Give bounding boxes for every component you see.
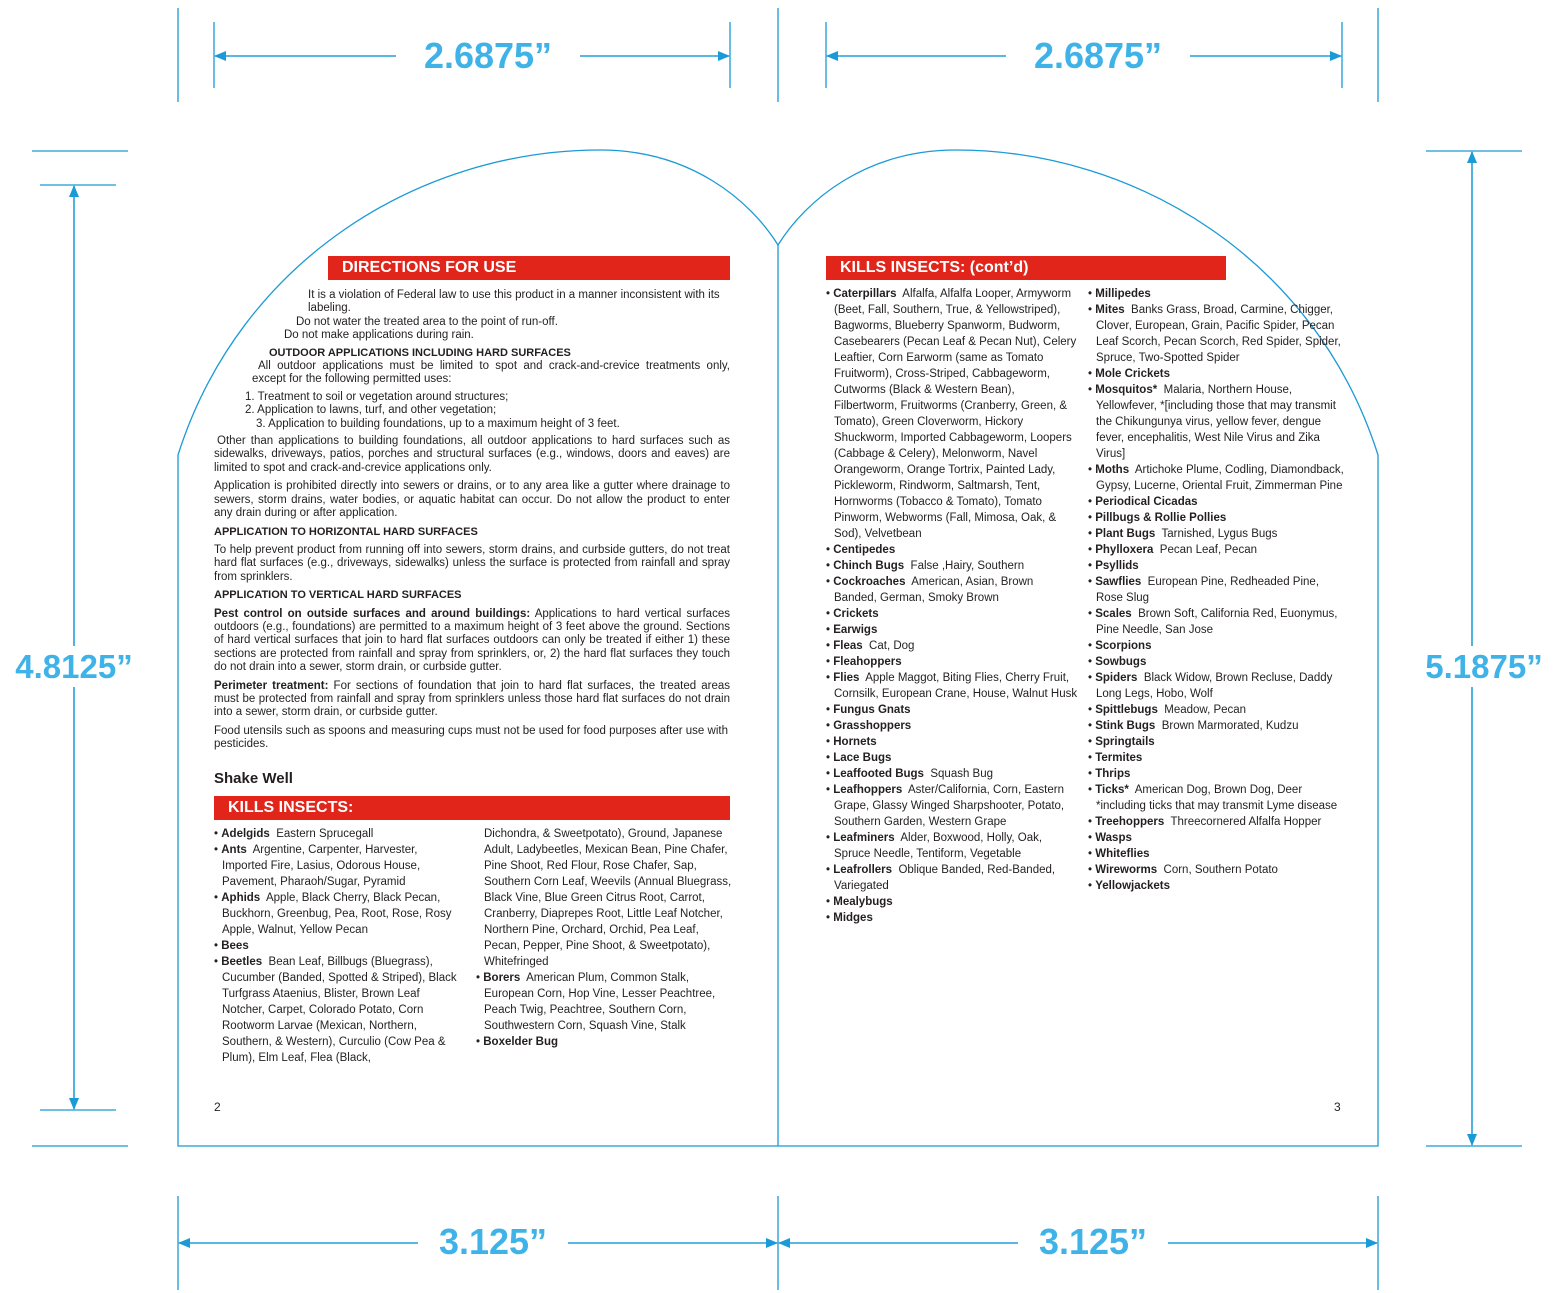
permitted-use-2: 2. Application to lawns, turf, and other vegetation; — [245, 404, 497, 417]
insect-item: • Scales Brown Soft, California Red, Euonymus, Pine Needle, San Jose — [1088, 608, 1338, 636]
insect-item: • Spittlebugs Meadow, Pecan — [1088, 704, 1247, 716]
insect-item: • Leafhoppers Aster/California, Corn, Eastern Grape, Glassy Winged Sharpshooter, Potato, Southern Garden, Western Grape — [826, 784, 1065, 828]
kills-insects-left-col1 — [214, 826, 460, 1066]
perimeter-label: Perimeter treatment: — [214, 679, 329, 692]
outdoor-heading: OUTDOOR APPLICATIONS INCLUDING HARD SURFACES — [269, 346, 571, 359]
permitted-use-3: 3. Application to building foundations, up to a maximum height of 3 feet. — [256, 417, 620, 430]
runoff-statement: Do not water the treated area to the point of run-off. — [296, 315, 558, 328]
insect-item: • Beetles Bean Leaf, Billbugs (Bluegrass), Cucumber (Banded, Spotted & Striped), Black Turfgrass Ataenius, Blister, Brown Leaf Notcher, Carpet, Colorado Potato, Corn Rootworm Larvae (Mexican, Northern, Southern, & Western), Curculio (Cow Pea & Plum), Elm Leaf, Flea (Black, — [214, 956, 457, 1064]
pest-control-label: Pest control on outside surfaces and around buildings: — [214, 607, 531, 620]
insect-item: • Plant Bugs Tarnished, Lygus Bugs — [1088, 528, 1278, 540]
kills-insects-right-col2 — [1088, 286, 1344, 894]
insect-item: • Flies Apple Maggot, Biting Flies, Cherry Fruit, Cornsilk, European Crane, House, Walnut Husk — [826, 672, 1078, 700]
outdoor-text: All outdoor applications must be limited to spot and crack-and-crevice treatments only, except for the following permitted uses: — [252, 360, 730, 386]
insect-item: • Wireworms Corn, Southern Potato — [1088, 864, 1278, 876]
insect-item: • Sawflies European Pine, Redheaded Pine, Rose Slug — [1088, 576, 1320, 604]
pest-control-text: Applications to hard vertical surfaces outdoors (e.g., foundations) are permitted to a maximum height of 3 feet above the ground. Sections of hard vertical surfaces that join to hard flat surfaces outdoors can only be treated if either 1) these sections are protected from rainfall and spray from sprinklers, or, 2) the hard flat surfaces they touch do not drain into a sewer, storm drain, or curbside gutter. — [214, 607, 730, 674]
page-number-left: 2 — [214, 1100, 221, 1114]
insect-item: • Wasps — [1088, 832, 1132, 844]
insect-item: • Leafminers Alder, Boxwood, Holly, Oak, Spruce Needle, Tentiform, Vegetable — [826, 832, 1043, 860]
insect-item: • Mosquitos* Malaria, Northern House, Yellowfever, *[including those that may transmit the Chikungunya virus, yellow fever, dengue fever, encephalitis, West Nile Virus and Zika Virus] — [1088, 384, 1336, 460]
insect-item: • Mites Banks Grass, Broad, Carmine, Chigger, Clover, European, Grain, Pacific Spider, Pecan Leaf Scorch, Pecan Scorch, Red Spider, Spider, Spruce, Two-Spotted Spider — [1088, 304, 1341, 364]
insect-item: • Termites — [1088, 752, 1143, 764]
vertical-heading: APPLICATION TO VERTICAL HARD SURFACES — [214, 589, 462, 602]
dimension-bottom-right: 3.125” — [1018, 1224, 1168, 1260]
insect-item: • Psyllids — [1088, 560, 1139, 572]
food-utensils-statement: Food utensils such as spoons and measuring cups must not be used for food purposes after use with pesticides. — [214, 724, 728, 751]
insect-item: • Periodical Cicadas — [1088, 496, 1198, 508]
horizontal-text: To help prevent product from running off into sewers, storm drains, and curbside gutters, do not treat hard flat surfaces (e.g., driveways, sidewalks) unless the surface is protected from rainfall and spray from sprinklers. — [214, 543, 730, 583]
insect-item: • Earwigs — [826, 624, 878, 636]
insect-item: • Spiders Black Widow, Brown Recluse, Daddy Long Legs, Hobo, Wolf — [1088, 672, 1333, 700]
insect-item: • Ants Argentine, Carpenter, Harvester, Imported Fire, Lasius, Odorous House, Pavement, Pharaoh/Sugar, Pyramid — [214, 844, 421, 888]
insect-item: • Centipedes — [826, 544, 896, 556]
insect-item: • Chinch Bugs False ,Hairy, Southern — [826, 560, 1025, 572]
dimension-top-right: 2.6875” — [1006, 38, 1190, 74]
insect-item: • Ticks* American Dog, Brown Dog, Deer *including ticks that may transmit Lyme disease — [1088, 784, 1338, 812]
insect-item: • Lace Bugs — [826, 752, 892, 764]
insect-item: • Caterpillars Alfalfa, Alfalfa Looper, Armyworm (Beet, Fall, Southern, True, & Yellowstriped), Bagworms, Blueberry Spanworm, Budworm, Casebearers (Pecan Leaf & Pecan Nut), Celery Leaftier, Corn Earworm (same as Tomato Fruitworm), Cross-Striped, Cabbageworm, Cutworms (Black & Western Bean), Filbertworm, Fruitworms (Cranberry, Green, & Tomato), Green Cloverworm, Hickory Shuckworm, Imported Cabbageworm, Loopers (Cabbage & Celery), Melonworm, Navel Orangeworm, Orange Tortrix, Painted Lady, Pickleworm, Rindworm, Saltmarsh, Tent, Hornworms (Tobacco & Tomato), Tomato Pinworm, Webworms (Fall, Mimosa, Oak, & Sod), Velvetbean — [826, 288, 1077, 540]
insect-item: • Yellowjackets — [1088, 880, 1171, 892]
insect-item: • Phylloxera Pecan Leaf, Pecan — [1088, 544, 1257, 556]
page-number-right: 3 — [1334, 1100, 1341, 1114]
other-than-paragraph: Other than applications to building foundations, all outdoor applications to hard surfaces such as sidewalks, driveways, patios, porches and structural surfaces (e.g., windows, doors and eaves) are limited to spot and crack-and-crevice applications only. — [214, 435, 730, 474]
dimension-bottom-left: 3.125” — [418, 1224, 568, 1260]
insect-item: • Fleas Cat, Dog — [826, 640, 915, 652]
dimension-right: 5.1875” — [1412, 646, 1556, 687]
beetles-continuation: Dichondra, & Sweetpotato), Ground, Japanese Adult, Ladybeetles, Mexican Bean, Pine Chafer, Pine Shoot, Red Flour, Rose Chafer, Sap, Southern Corn Leaf, Weevils (Annual Bluegrass, Black Vine, Blue Green Citrus Root, Carrot, Cranberry, Diaprepes Root, Little Leaf Notcher, Northern Pine, Orchard, Orchid, Pea Leaf, Pecan, Pepper, Pine Shoot, & Sweetpotato), Whitefringed — [484, 828, 732, 968]
insect-item: • Stink Bugs Brown Marmorated, Kudzu — [1088, 720, 1299, 732]
directions-for-use-header: DIRECTIONS FOR USE — [328, 256, 730, 280]
dimension-top-left: 2.6875” — [396, 38, 580, 74]
insect-item: • Fleahoppers — [826, 656, 902, 668]
insect-item: • Springtails — [1088, 736, 1155, 748]
pest-control-paragraph — [214, 608, 730, 675]
directions-intro — [214, 289, 730, 757]
insect-item: • Cockroaches American, Asian, Brown Banded, German, Smoky Brown — [826, 576, 1034, 604]
insect-item: • Adelgids Eastern Sprucegall — [214, 828, 374, 840]
insect-item: • Hornets — [826, 736, 877, 748]
insect-item: • Scorpions — [1088, 640, 1152, 652]
insect-item: • Boxelder Bug — [476, 1036, 558, 1048]
insect-item: • Aphids Apple, Black Cherry, Black Pecan, Buckhorn, Greenbug, Pea, Root, Rose, Rosy Apple, Walnut, Yellow Pecan — [214, 892, 452, 936]
prohibited-paragraph: Application is prohibited directly into sewers or drains, or to any area like a gutter where drainage to sewers, storm drains, water bodies, or aquatic habitat can occur. Do not allow the product to enter any drain during or after application. — [214, 480, 730, 520]
insect-item: • Fungus Gnats — [826, 704, 911, 716]
insect-item: • Millipedes — [1088, 288, 1151, 300]
kills-insects-contd-header: KILLS INSECTS: (cont’d) — [826, 256, 1226, 280]
insect-item: • Leafrollers Oblique Banded, Red-Banded, Variegated — [826, 864, 1056, 892]
insect-item: • Mole Crickets — [1088, 368, 1171, 380]
kills-insects-right-col1 — [826, 286, 1078, 926]
insect-item: • Bees — [214, 940, 249, 952]
insect-item: • Pillbugs & Rollie Pollies — [1088, 512, 1227, 524]
violation-statement: It is a violation of Federal law to use this product in a manner inconsistent with its labeling. — [308, 289, 720, 315]
shake-well: Shake Well — [214, 770, 293, 787]
insect-item: • Thrips — [1088, 768, 1131, 780]
insect-item: • Whiteflies — [1088, 848, 1150, 860]
insect-item: • Borers American Plum, Common Stalk, European Corn, Hop Vine, Lesser Peachtree, Peach Twig, Peachtree, Southern Corn, Southwestern Corn, Squash Vine, Stalk — [476, 972, 716, 1032]
insect-item: • Grasshoppers — [826, 720, 912, 732]
insect-item: • Crickets — [826, 608, 879, 620]
horizontal-heading: APPLICATION TO HORIZONTAL HARD SURFACES — [214, 525, 478, 538]
permitted-use-1: 1. Treatment to soil or vegetation around structures; — [245, 390, 509, 403]
perimeter-paragraph — [214, 680, 730, 720]
kills-insects-header: KILLS INSECTS: — [214, 796, 730, 820]
insect-item: • Sowbugs — [1088, 656, 1147, 668]
insect-item: • Moths Artichoke Plume, Codling, Diamondback, Gypsy, Lucerne, Oriental Fruit, Zimmerman Pine — [1088, 464, 1344, 492]
insect-item: • Midges — [826, 912, 873, 924]
insect-item: • Mealybugs — [826, 896, 893, 908]
insect-item: • Leaffooted Bugs Squash Bug — [826, 768, 994, 780]
dimension-left: 4.8125” — [2, 646, 146, 687]
perimeter-text: For sections of foundation that join to hard flat surfaces, the treated areas must be protected from rainfall and spray from sprinklers unless those hard flat surfaces do not drain into a sewer, storm drain, or curbside gutter. — [214, 679, 731, 719]
kills-insects-left-col2 — [476, 826, 734, 1050]
insect-item: • Treehoppers Threecornered Alfalfa Hopper — [1088, 816, 1322, 828]
rain-statement: Do not make applications during rain. — [284, 329, 474, 342]
